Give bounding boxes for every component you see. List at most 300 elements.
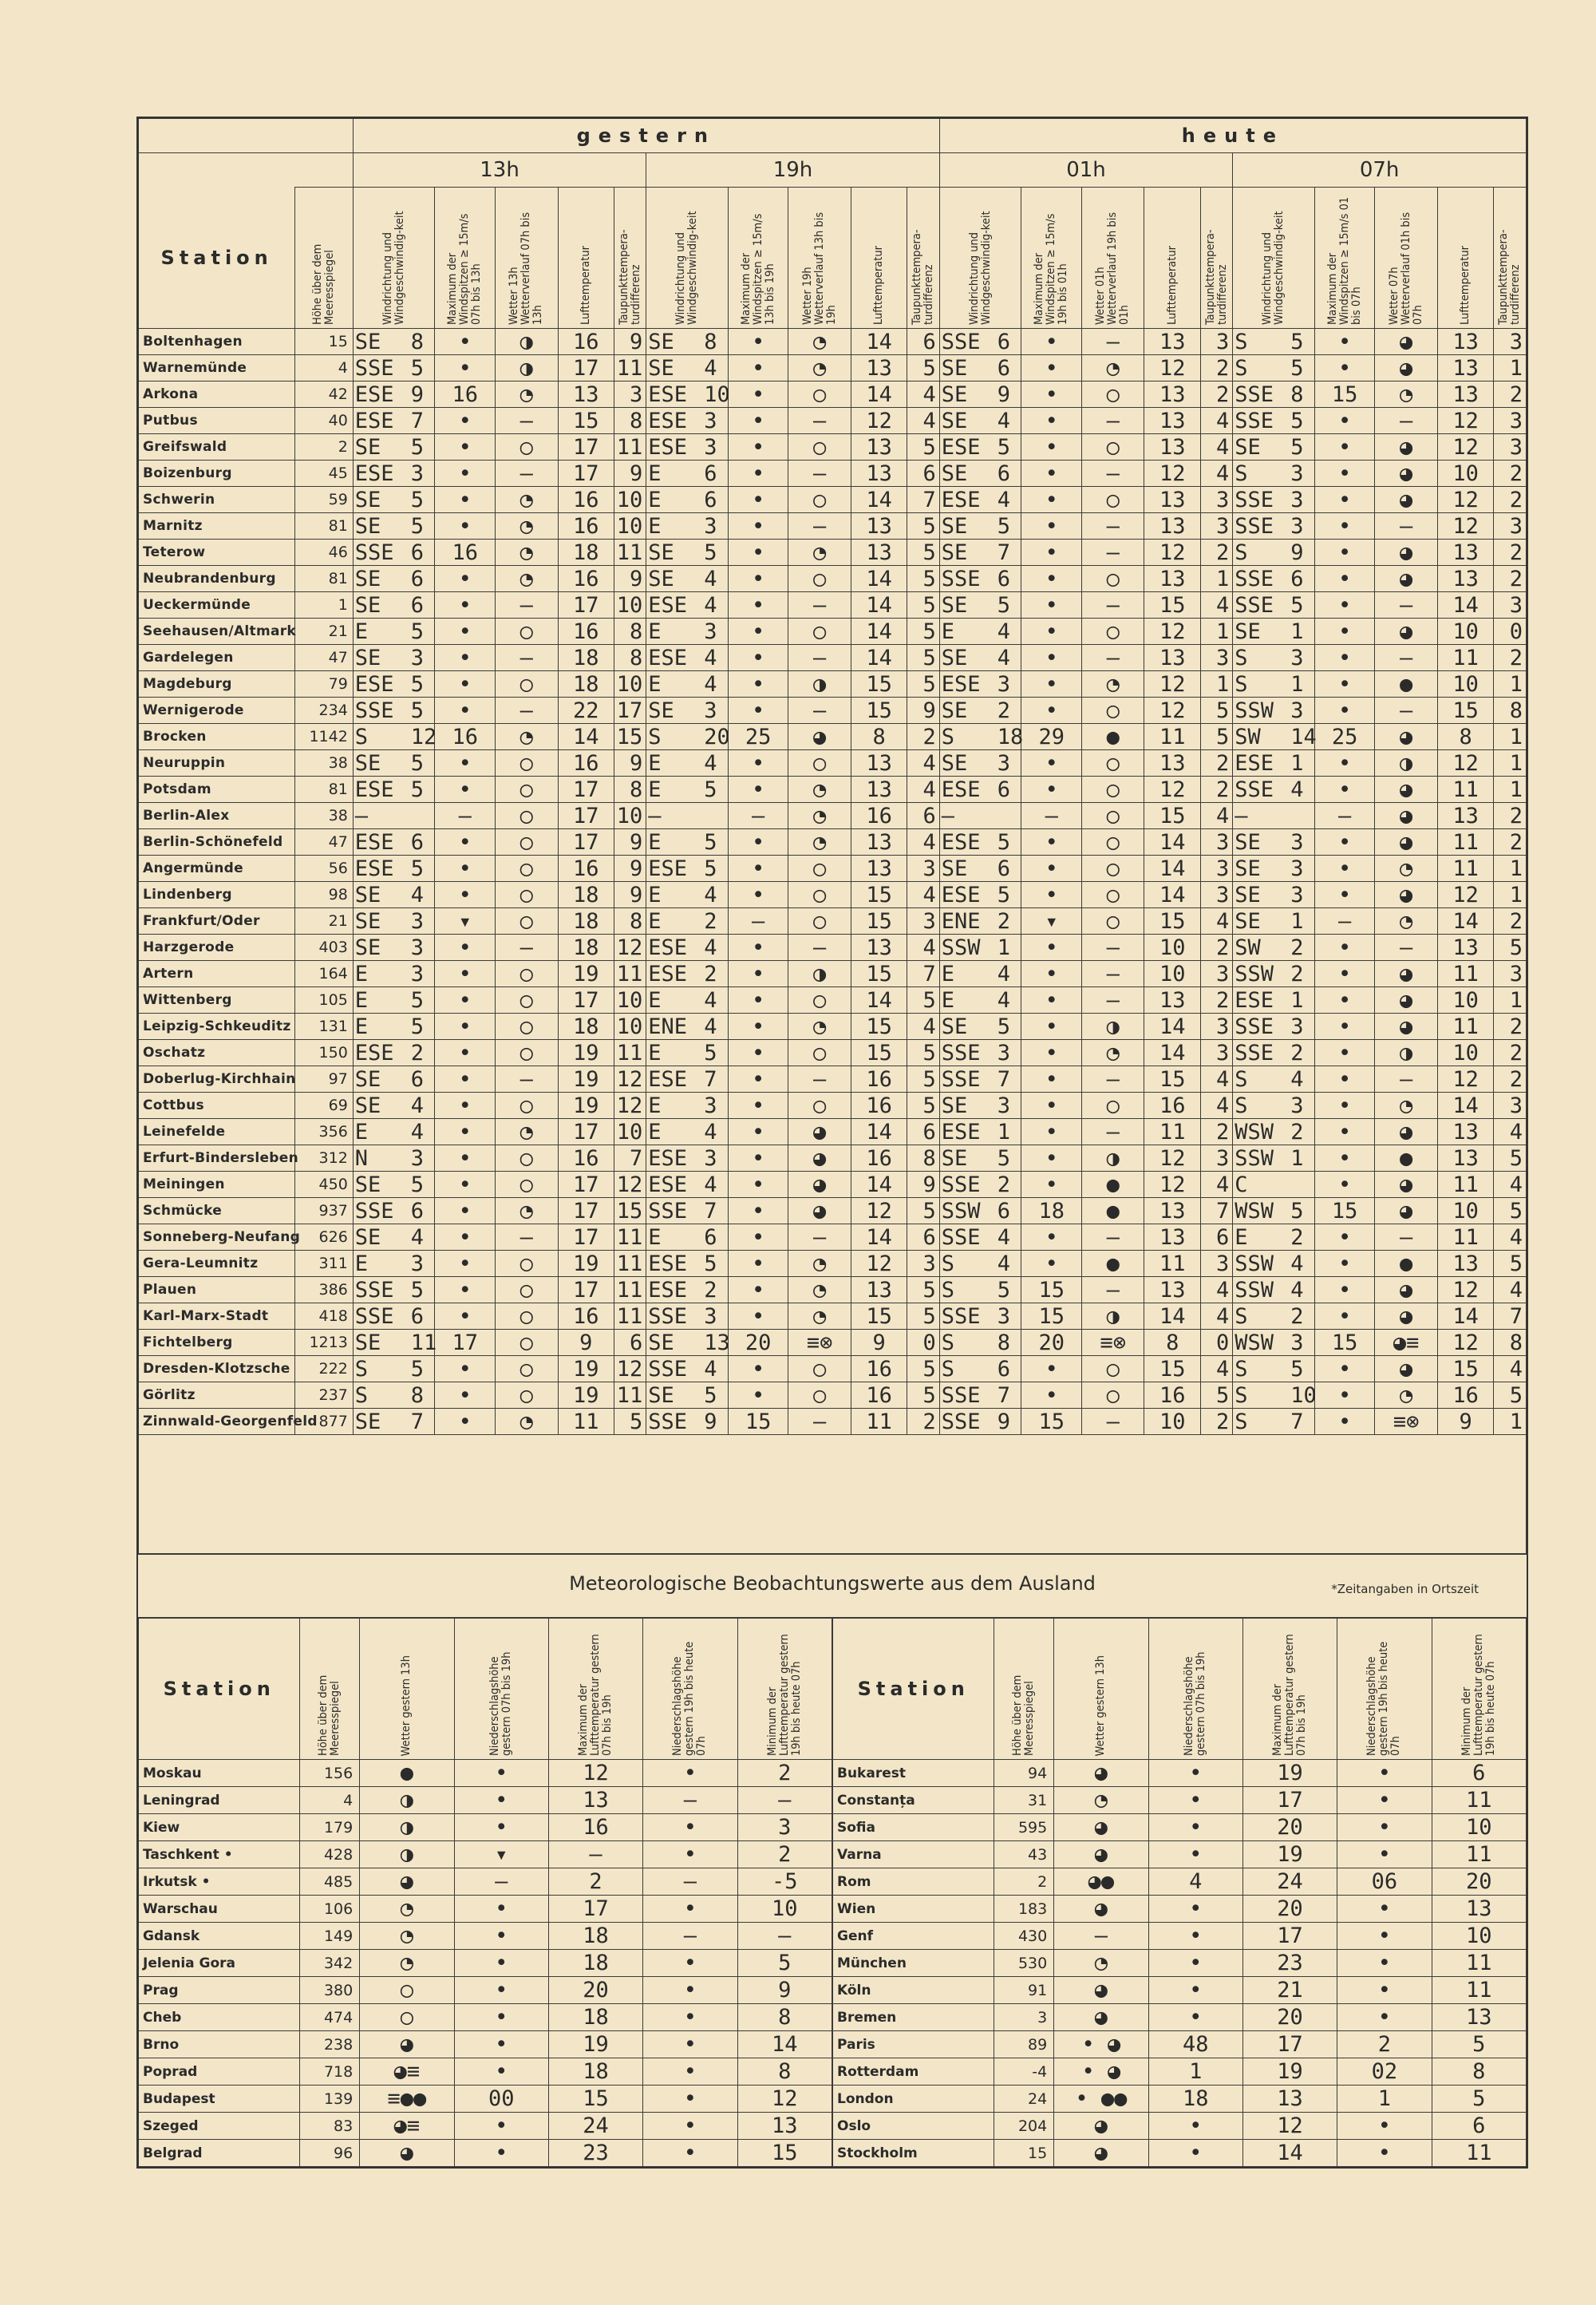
wind-speed: 4: [1290, 1066, 1304, 1092]
dewpoint-diff: 3: [907, 856, 939, 882]
station-height: 38: [295, 803, 353, 829]
table-row: [139, 592, 1527, 619]
wind-cell: [353, 1198, 435, 1224]
gust-max: •: [728, 592, 788, 619]
station-height: 56: [295, 856, 353, 882]
dewpoint-diff: 5: [907, 566, 939, 592]
dewpoint-diff: 5: [907, 1093, 939, 1119]
air-temperature: 15: [1144, 1356, 1200, 1382]
wind-direction: E: [648, 619, 662, 644]
wind-speed: 6: [997, 1356, 1011, 1382]
dewpoint-diff: 8: [614, 408, 646, 434]
weather-symbol: ◕: [1054, 1977, 1148, 2004]
air-temperature: 11: [1437, 777, 1493, 803]
table-row: [139, 829, 1527, 856]
wind-direction: SE: [354, 434, 381, 460]
precip-day: •: [1148, 1760, 1242, 1787]
station-name: Marnitz: [139, 513, 295, 540]
gust-max: •: [728, 882, 788, 908]
time-07h: 07h: [1233, 153, 1527, 188]
air-temperature: 15: [1144, 1066, 1200, 1093]
air-temperature: 13: [1144, 434, 1200, 461]
station-name: Sofia: [833, 1814, 994, 1841]
wind-cell: [353, 355, 435, 382]
air-temperature: 10: [1144, 935, 1200, 961]
wind-direction: —: [941, 803, 955, 828]
air-temperature: 13: [851, 1277, 907, 1303]
air-temperature: 16: [558, 513, 614, 540]
foreign-col-header-6: Minimum der Lufttemperatur gestern 19h bis heute 07h: [737, 1619, 832, 1760]
wind-speed: 10: [1290, 1382, 1317, 1408]
weather-symbol: ◔: [788, 829, 851, 856]
wind-speed: 5: [704, 540, 717, 565]
weather-symbol: —: [788, 592, 851, 619]
temp-max: 23: [1242, 1950, 1337, 1977]
wind-speed: 4: [704, 882, 717, 907]
temp-max: 24: [1242, 1868, 1337, 1896]
gust-max: •: [1021, 487, 1082, 513]
station-height: 164: [295, 961, 353, 987]
gust-max: •: [1021, 355, 1082, 382]
dewpoint-diff: 3: [1200, 1014, 1232, 1040]
air-temperature: 13: [851, 829, 907, 856]
weather-symbol: ○: [495, 961, 558, 987]
wind-cell: [353, 619, 435, 645]
gust-max: •: [1314, 434, 1375, 461]
weather-symbol: ◕≡: [360, 2058, 454, 2086]
wind-direction: E: [648, 1040, 662, 1066]
station-name: Doberlug-Kirchhain: [139, 1066, 295, 1093]
weather-symbol: —: [1375, 645, 1438, 671]
gust-max: •: [728, 382, 788, 408]
weather-symbol: —: [1375, 408, 1438, 434]
air-temperature: 10: [1437, 671, 1493, 698]
dewpoint-diff: 10: [614, 592, 646, 619]
wind-cell: [1233, 382, 1315, 408]
station-name: Gardelegen: [139, 645, 295, 671]
air-temperature: 14: [1144, 1303, 1200, 1330]
wind-cell: [353, 382, 435, 408]
wind-cell: [646, 513, 729, 540]
weather-symbol: —: [495, 698, 558, 724]
air-temperature: 16: [851, 1093, 907, 1119]
dewpoint-diff: 5: [614, 1409, 646, 1435]
wind-cell: [1233, 724, 1315, 750]
weather-symbol: ◕: [1375, 461, 1438, 487]
wind-cell: [939, 987, 1021, 1014]
wind-cell: [353, 1251, 435, 1277]
wind-cell: [1233, 777, 1315, 803]
weather-symbol: ○: [495, 908, 558, 935]
wind-direction: SW: [1235, 724, 1261, 749]
air-temperature: 16: [1144, 1382, 1200, 1409]
wind-direction: E: [1235, 1224, 1248, 1250]
air-temperature: 12: [1437, 1277, 1493, 1303]
wind-cell: [646, 1040, 729, 1066]
weather-symbol: ◕: [1375, 1172, 1438, 1198]
wind-speed: 4: [704, 355, 717, 381]
wind-cell: [939, 1409, 1021, 1435]
wind-speed: 3: [704, 1093, 717, 1118]
air-temperature: 14: [1437, 1093, 1493, 1119]
precip-night: •: [643, 2004, 737, 2031]
weather-symbol: —: [495, 592, 558, 619]
foreign-grid: [138, 1618, 1527, 2167]
wind-cell: [1233, 856, 1315, 882]
weather-symbol: ◕: [360, 2031, 454, 2058]
wind-direction: ESE: [648, 408, 688, 433]
weather-symbol: ◔: [788, 540, 851, 566]
temp-max: 20: [1242, 2004, 1337, 2031]
dewpoint-diff: 9: [614, 750, 646, 777]
weather-symbol: ◕: [1054, 2004, 1148, 2031]
dewpoint-diff: 12: [614, 935, 646, 961]
station-name: Bremen: [833, 2004, 994, 2031]
wind-speed: 6: [410, 540, 425, 565]
wind-speed: 4: [997, 408, 1011, 433]
time-19h: 19h: [646, 153, 940, 188]
air-temperature: 10: [1437, 987, 1493, 1014]
table-row: [139, 2004, 832, 2031]
air-temperature: 19: [558, 1356, 614, 1382]
station-height: 311: [295, 1251, 353, 1277]
wind-speed: 6: [997, 566, 1011, 591]
dewpoint-diff: 2: [1200, 935, 1232, 961]
air-temperature: 17: [558, 1119, 614, 1145]
wind-speed: 6: [704, 487, 717, 512]
dewpoint-diff: 11: [614, 1277, 646, 1303]
table-row: [139, 329, 1527, 355]
gust-max: •: [1314, 592, 1375, 619]
wind-cell: [353, 408, 435, 434]
dewpoint-diff: 3: [1200, 829, 1232, 856]
gust-max: •: [1021, 856, 1082, 882]
col-header-13h-4: Taupunkttempera-turdifferenz: [614, 188, 646, 329]
wind-direction: ESE: [648, 1277, 688, 1303]
gust-max: •: [435, 1198, 496, 1224]
dewpoint-diff: 2: [1494, 382, 1527, 408]
station-height: 183: [994, 1896, 1054, 1923]
wind-cell: [1233, 803, 1315, 829]
air-temperature: 12: [851, 1251, 907, 1277]
weather-symbol: —: [495, 461, 558, 487]
weather-symbol: ◕: [1375, 1303, 1438, 1330]
station-height: 1213: [295, 1330, 353, 1356]
foreign-col-header-6: Minimum der Lufttemperatur gestern 19h bis heute 07h: [1432, 1619, 1526, 1760]
air-temperature: 11: [1437, 856, 1493, 882]
wind-cell: [1233, 434, 1315, 461]
wind-cell: [353, 987, 435, 1014]
wind-speed: 4: [410, 1224, 425, 1250]
table-row: [833, 2031, 1527, 2058]
weather-symbol: ○: [1081, 566, 1144, 592]
station-height: 626: [295, 1224, 353, 1251]
station-height: 937: [295, 1198, 353, 1224]
station-height: 97: [295, 1066, 353, 1093]
table-row: [833, 1923, 1527, 1950]
station-height: 38: [295, 750, 353, 777]
wind-direction: SE: [354, 750, 381, 776]
weather-symbol: —: [788, 1066, 851, 1093]
wind-cell: [646, 408, 729, 434]
wind-direction: SSE: [1235, 513, 1274, 539]
air-temperature: 14: [851, 1172, 907, 1198]
air-temperature: 14: [1437, 908, 1493, 935]
temp-min: —: [737, 1787, 832, 1814]
wind-cell: [646, 908, 729, 935]
wind-direction: SE: [648, 540, 674, 565]
weather-symbol: ◔: [495, 540, 558, 566]
gust-max: •: [435, 1303, 496, 1330]
precip-night: •: [1337, 2140, 1432, 2167]
station-height: 81: [295, 566, 353, 592]
weather-symbol: —: [495, 645, 558, 671]
station-name: Putbus: [139, 408, 295, 434]
table-row: [139, 1356, 1527, 1382]
weather-symbol: ◔: [495, 487, 558, 513]
wind-speed: 3: [704, 408, 717, 433]
air-temperature: 11: [1144, 1119, 1200, 1145]
dewpoint-diff: 1: [1494, 882, 1527, 908]
dewpoint-diff: 11: [614, 355, 646, 382]
weather-symbol: ○: [788, 1382, 851, 1409]
station-name: Artern: [139, 961, 295, 987]
wind-direction: ESE: [648, 434, 688, 460]
temp-max: 20: [1242, 1896, 1337, 1923]
gust-max: •: [728, 1356, 788, 1382]
wind-speed: 2: [704, 961, 717, 986]
table-row: [833, 1950, 1527, 1977]
air-temperature: 17: [558, 1198, 614, 1224]
dewpoint-diff: 5: [1494, 1251, 1527, 1277]
air-temperature: 17: [558, 461, 614, 487]
air-temperature: 12: [1144, 698, 1200, 724]
gust-max: •: [728, 1066, 788, 1093]
wind-speed: 3: [704, 513, 717, 539]
temp-min: 20: [1432, 1868, 1526, 1896]
temp-max: 24: [548, 2113, 642, 2140]
wind-speed: 5: [1290, 1356, 1304, 1382]
wind-cell: [646, 566, 729, 592]
weather-symbol: ○: [788, 1040, 851, 1066]
weather-symbol: ≡●●: [360, 2086, 454, 2113]
wind-speed: 6: [997, 1198, 1011, 1224]
air-temperature: 18: [558, 1014, 614, 1040]
wind-speed: 5: [410, 671, 425, 697]
wind-cell: [646, 750, 729, 777]
wind-direction: —: [1235, 803, 1248, 828]
gust-max: •: [728, 1382, 788, 1409]
gust-max: •: [1314, 461, 1375, 487]
precip-night: 2: [1337, 2031, 1432, 2058]
wind-cell: [939, 1303, 1021, 1330]
weather-symbol: ◕: [1375, 355, 1438, 382]
temp-max: 17: [1242, 2031, 1337, 2058]
wind-direction: ESE: [648, 935, 688, 960]
air-temperature: 10: [1144, 961, 1200, 987]
dewpoint-diff: 1: [1200, 566, 1232, 592]
col-header-01h-2: Wetter 01h Wetterverlauf 19h bis 01h: [1081, 188, 1144, 329]
precip-day: •: [454, 2031, 548, 2058]
gust-max: —: [728, 908, 788, 935]
wind-direction: E: [648, 987, 662, 1013]
dewpoint-diff: 4: [1200, 1066, 1232, 1093]
weather-symbol: ◔: [1375, 908, 1438, 935]
station-name: Gdansk: [139, 1923, 300, 1950]
station-height: 94: [994, 1760, 1054, 1787]
air-temperature: 18: [558, 540, 614, 566]
gust-max: •: [1314, 1014, 1375, 1040]
gust-max: •: [435, 1356, 496, 1382]
wind-cell: [646, 829, 729, 856]
wind-direction: ESE: [941, 777, 981, 802]
weather-symbol: ●: [1081, 724, 1144, 750]
wind-direction: SE: [941, 355, 968, 381]
dewpoint-diff: 4: [1200, 1172, 1232, 1198]
wind-direction: SE: [648, 1330, 674, 1355]
wind-cell: [646, 540, 729, 566]
weather-symbol: ○: [1081, 619, 1144, 645]
wind-direction: SE: [354, 645, 381, 670]
air-temperature: 14: [851, 592, 907, 619]
air-temperature: 13: [1144, 487, 1200, 513]
air-temperature: 16: [1144, 1093, 1200, 1119]
gust-max: •: [1021, 829, 1082, 856]
dewpoint-diff: 10: [614, 1014, 646, 1040]
precip-day: 4: [1148, 1868, 1242, 1896]
wind-speed: 1: [1290, 1145, 1304, 1171]
air-temperature: 11: [1144, 1251, 1200, 1277]
weather-symbol: ◔: [360, 1923, 454, 1950]
dewpoint-diff: 4: [1200, 908, 1232, 935]
precip-night: •: [643, 2031, 737, 2058]
wind-cell: [939, 1251, 1021, 1277]
weather-symbol: ○: [495, 803, 558, 829]
table-row: [833, 1868, 1527, 1896]
dewpoint-diff: 5: [907, 513, 939, 540]
wind-speed: 7: [410, 408, 425, 433]
wind-direction: SE: [941, 540, 968, 565]
wind-cell: [646, 882, 729, 908]
wind-speed: 5: [997, 829, 1011, 855]
weather-symbol: ◔: [495, 513, 558, 540]
gust-max: •: [1314, 935, 1375, 961]
wind-speed: 2: [997, 1172, 1011, 1197]
dewpoint-diff: 5: [907, 1066, 939, 1093]
station-header: Station: [139, 188, 295, 329]
air-temperature: 16: [851, 1145, 907, 1172]
dewpoint-diff: 11: [614, 1382, 646, 1409]
station-height: 222: [295, 1356, 353, 1382]
wind-speed: 3: [1290, 1014, 1304, 1039]
gust-max: •: [1021, 1356, 1082, 1382]
weather-symbol: —: [788, 698, 851, 724]
dewpoint-diff: 6: [907, 803, 939, 829]
air-temperature: 15: [851, 961, 907, 987]
gust-max: •: [435, 434, 496, 461]
wind-speed: 5: [410, 619, 425, 644]
wind-cell: [353, 645, 435, 671]
wind-direction: S: [648, 724, 662, 749]
wind-speed: 5: [410, 1356, 425, 1382]
dewpoint-diff: 4: [1494, 1356, 1527, 1382]
station-name: Leningrad: [139, 1787, 300, 1814]
weather-symbol: —: [1375, 592, 1438, 619]
weather-symbol: ○: [1081, 882, 1144, 908]
weather-symbol: ◔: [788, 1251, 851, 1277]
precip-day: •: [1148, 1923, 1242, 1950]
air-temperature: 11: [558, 1409, 614, 1435]
wind-cell: [353, 1330, 435, 1356]
wind-speed: 5: [1290, 434, 1304, 460]
gust-max: •: [435, 355, 496, 382]
dewpoint-diff: 3: [1200, 513, 1232, 540]
precip-night: —: [643, 1787, 737, 1814]
station-height: 237: [295, 1382, 353, 1409]
precip-night: •: [643, 1814, 737, 1841]
air-temperature: 16: [851, 1356, 907, 1382]
station-name: Oschatz: [139, 1040, 295, 1066]
dewpoint-diff: 4: [907, 750, 939, 777]
wind-speed: 7: [997, 540, 1011, 565]
precip-day: ▾: [454, 1841, 548, 1868]
gust-max: 25: [1314, 724, 1375, 750]
weather-symbol: ◔: [788, 355, 851, 382]
precip-day: •: [1148, 2140, 1242, 2167]
gust-max: •: [435, 408, 496, 434]
wind-speed: 9: [997, 382, 1011, 407]
dewpoint-diff: 3: [1200, 1251, 1232, 1277]
weather-symbol: ◔: [1375, 856, 1438, 882]
wind-direction: SSE: [354, 1277, 394, 1303]
wind-cell: [353, 434, 435, 461]
weather-symbol: ○: [495, 987, 558, 1014]
station-height: 21: [295, 619, 353, 645]
wind-direction: SE: [941, 408, 968, 433]
station-height: 595: [994, 1814, 1054, 1841]
precip-night: •: [1337, 1923, 1432, 1950]
dewpoint-diff: 3: [1200, 856, 1232, 882]
dewpoint-diff: 9: [614, 856, 646, 882]
wind-direction: SSE: [354, 1198, 394, 1224]
station-height: 15: [295, 329, 353, 355]
temp-min: 6: [1432, 1760, 1526, 1787]
wind-speed: 4: [704, 1014, 717, 1039]
station-height: 342: [300, 1950, 360, 1977]
wind-direction: ENE: [941, 908, 981, 934]
group-yesterday: gestern: [353, 119, 939, 153]
weather-symbol: —: [1054, 1923, 1148, 1950]
table-row: [139, 1277, 1527, 1303]
wind-direction: SW: [1235, 935, 1261, 960]
dewpoint-diff: 5: [1494, 935, 1527, 961]
precip-day: 1: [1148, 2058, 1242, 2086]
weather-symbol: ○: [495, 856, 558, 882]
precip-night: •: [1337, 1896, 1432, 1923]
table-row: [139, 961, 1527, 987]
temp-max: 13: [548, 1787, 642, 1814]
weather-symbol: ○: [1081, 487, 1144, 513]
wind-speed: 3: [1290, 829, 1304, 855]
temp-min: 15: [737, 2140, 832, 2167]
weather-symbol: ◕: [788, 1119, 851, 1145]
air-temperature: 10: [1437, 1040, 1493, 1066]
dewpoint-diff: 11: [614, 1303, 646, 1330]
station-name: Magdeburg: [139, 671, 295, 698]
gust-max: 15: [1021, 1277, 1082, 1303]
air-temperature: 14: [558, 724, 614, 750]
wind-cell: [646, 1251, 729, 1277]
